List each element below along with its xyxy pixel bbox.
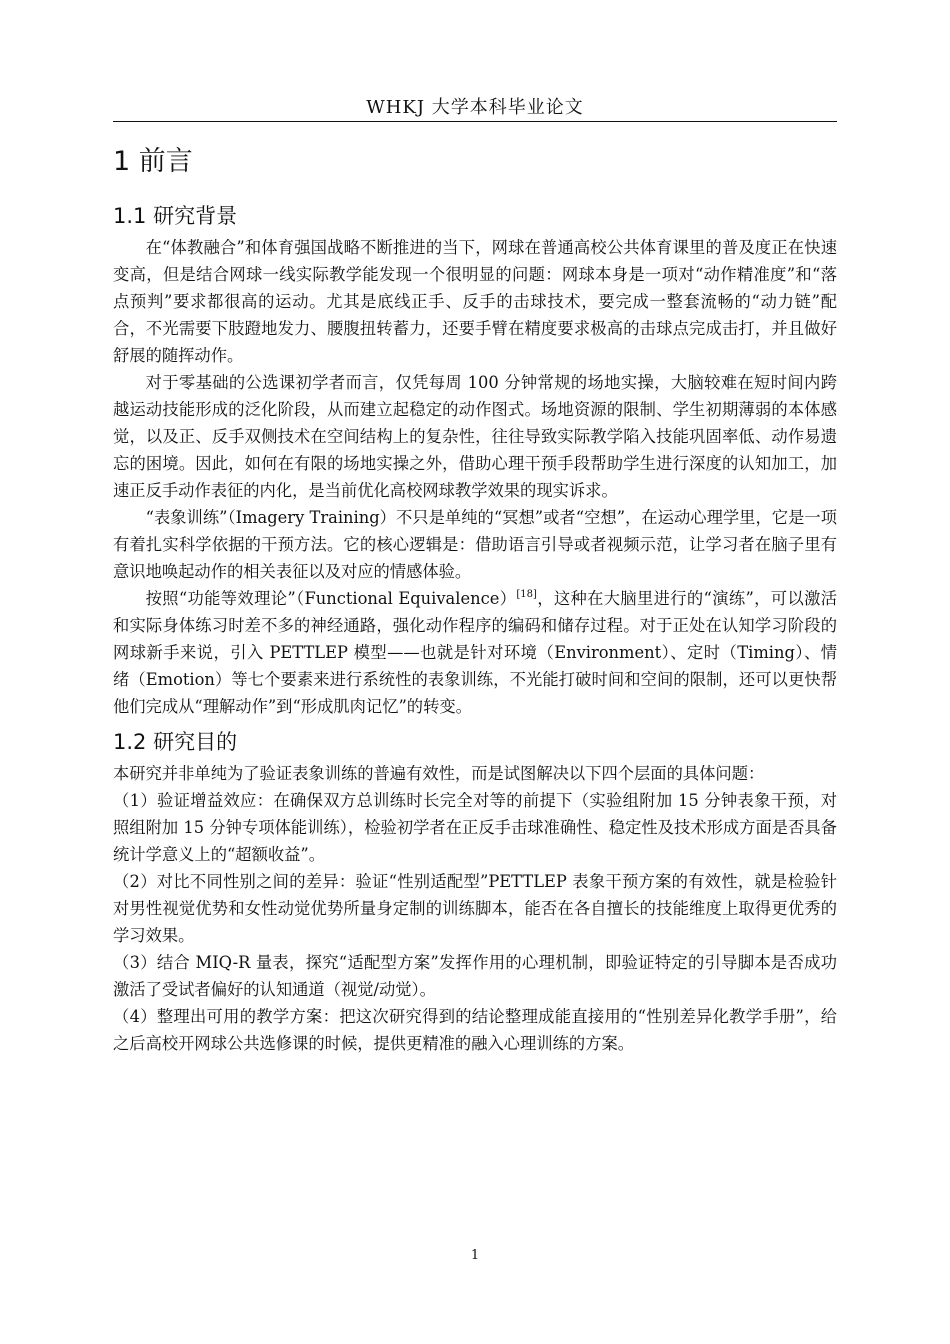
purpose-item-1: （1）验证增益效应：在确保双方总训练时长完全对等的前提下（实验组附加 15 分钟表象干预，对照组附加 15 分钟专项体能训练），检验初学者在正反手击球准确性、稳定性及技术形成方面是否具备统计学意义上的“超额收益”。	[113, 791, 837, 864]
page-number: 1	[470, 1248, 480, 1263]
citation-reference: [18]	[516, 589, 537, 600]
chapter-title: 1 前言	[113, 146, 193, 177]
purpose-item-3: （3）结合 MIQ-R 量表，探究“适配型方案”发挥作用的心理机制，即验证特定的引导脚本是否成功激活了受试者偏好的认知通道（视觉/动觉）。	[113, 953, 837, 999]
paragraph-background-4	[113, 585, 837, 720]
header-rule	[113, 121, 837, 122]
page-content	[113, 142, 837, 1057]
section-title-purpose: 1.2 研究目的	[113, 730, 238, 754]
purpose-item-4: （4）整理出可用的教学方案：把这次研究得到的结论整理成能直接用的“性别差异化教学手册”，给之后高校开网球公共选修课的时候，提供更精准的融入心理训练的方案。	[113, 1007, 837, 1053]
paragraph-background-4-part2: ，这种在大脑里进行的“演练”，可以激活和实际身体练习时差不多的神经通路，强化动作程序的编码和储存过程。对于正处在认知学习阶段的网球新手来说，引入 PETTLEP 模型——也就是针对环境（Environment）、定时（Timing）、情绪（Emotion）等七个要素来进行系统性的表象训练，不光能打破时间和空间的限制，还可以更快帮他们完成从“理解动作”到“形成肌肉记忆”的转变。	[113, 589, 837, 716]
paragraph-purpose-intro: 本研究并非单纯为了验证表象训练的普遍有效性，而是试图解决以下四个层面的具体问题：	[113, 764, 765, 783]
running-header: WHKJ 大学本科毕业论文	[366, 97, 584, 118]
section-title-background: 1.1 研究背景	[113, 204, 238, 228]
purpose-item-2: （2）对比不同性别之间的差异：验证“性别适配型”PETTLEP 表象干预方案的有效性，就是检验针对男性视觉优势和女性动觉优势所量身定制的训练脚本，能否在各自擅长的技能维度上取得更优秀的学习效果。	[113, 872, 837, 945]
paragraph-background-4-part1: 按照“功能等效理论”（Functional Equivalence）	[145, 589, 517, 608]
paragraph-background-1: 在“体教融合”和体育强国战略不断推进的当下，网球在普通高校公共体育课里的普及度正在快速变高，但是结合网球一线实际教学能发现一个很明显的问题：网球本身是一项对“动作精准度”和“落点预判”要求都很高的运动。尤其是底线正手、反手的击球技术，要完成一整套流畅的“动力链”配合，不光需要下肢蹬地发力、腰腹扭转蓄力，还要手臂在精度要求极高的击球点完成击打，并且做好舒展的随挥动作。	[113, 238, 837, 365]
paragraph-background-3: “表象训练”（Imagery Training）不只是单纯的“冥想”或者“空想”，在运动心理学里，它是一项有着扎实科学依据的干预方法。它的核心逻辑是：借助语言引导或者视频示范，让学习者在脑子里有意识地唤起动作的相关表征以及对应的情感体验。	[113, 508, 837, 581]
paragraph-background-2: 对于零基础的公选课初学者而言，仅凭每周 100 分钟常规的场地实操，大脑较难在短时间内跨越运动技能形成的泛化阶段，从而建立起稳定的动作图式。场地资源的限制、学生初期薄弱的本体感觉，以及正、反手双侧技术在空间结构上的复杂性，往往导致实际教学陷入技能巩固率低、动作易遗忘的困境。因此，如何在有限的场地实操之外，借助心理干预手段帮助学生进行深度的认知加工，加速正反手动作表征的内化，是当前优化高校网球教学效果的现实诉求。	[113, 373, 837, 500]
